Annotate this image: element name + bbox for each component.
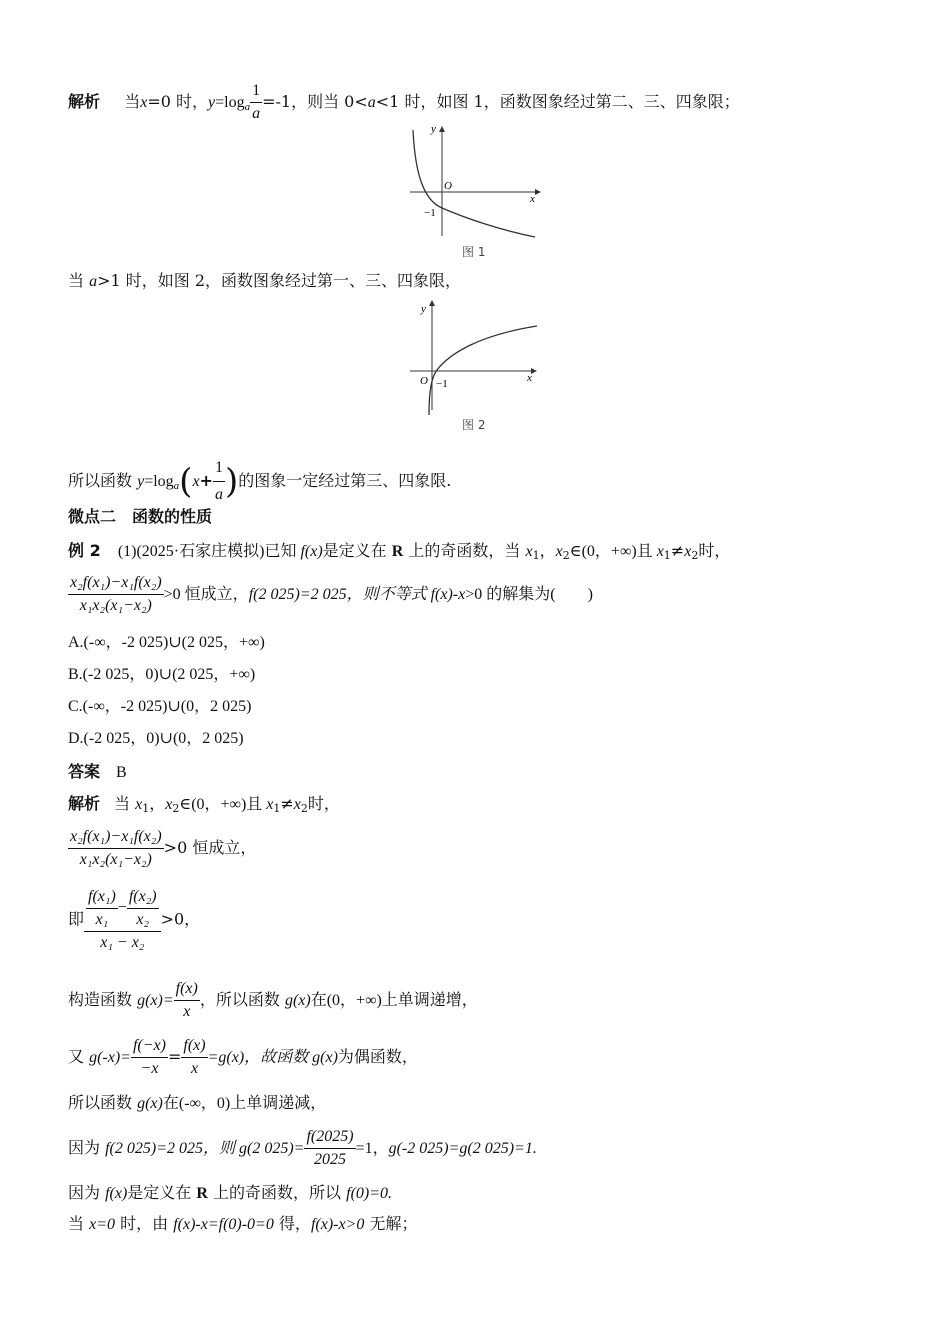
solution-line-8: 因为 f(x)是定义在 R 上的奇函数，所以 f(0)=0.: [68, 1183, 393, 1202]
x-label: x: [530, 193, 535, 205]
solution-line-2: $\frac{\text{x₂f(x₁)−x₁f(x₂)}}{\text{x₁x₂(x₁−x₂)}}$ >0 恒成立，: [68, 826, 256, 871]
analysis-label: 解析: [68, 92, 101, 111]
tick-minus-one: −1: [436, 378, 448, 390]
fraction-1-over-a: $\frac{1}{a}$: [213, 455, 225, 508]
answer-line: 答案 B: [68, 762, 127, 781]
solution-line-6: 所以函数 g(x)在(-∞，0)上单调递减，: [68, 1093, 327, 1112]
paragraph-2: 当 a>1 时，如图 2，函数图象经过第一、三、四象限，: [68, 271, 462, 290]
solution-line-1: 解析 当 $x_1$，$x_2\in(0$，+∞)且 $x_1\ne x_2$时，: [68, 794, 340, 815]
compound-fraction: $\frac{\text{f(x₁)}}{\text{x₁}}$ − $\frac{\text{f(x₂)}}{\text{x₂}}$ x₁ − x₂: [84, 886, 161, 954]
figure-1: [405, 122, 545, 262]
log-curve-decreasing: [413, 130, 535, 237]
x-axis-arrow: [535, 189, 541, 195]
option-a: A.(-∞，-2 025)∪(2 025，+∞): [68, 634, 265, 651]
solution-line-7: 因为 f(2 025)=2 025，则 g(2 025)= $\frac{f(2025)}{2025}$ =1，g(-2 025)=g(2 025)=1.: [68, 1126, 537, 1171]
y-axis-arrow: [429, 300, 435, 306]
solution-line-9: 当 x=0 时，由 f(x)-x=f(0)-0=0 得，f(x)-x>0 无解；: [68, 1214, 418, 1233]
figure-2: [405, 298, 545, 438]
figure-1-graph: [405, 122, 545, 262]
x-axis-arrow: [531, 368, 537, 374]
option-d: D.(-2 025，0)∪(0，2 025): [68, 730, 244, 747]
figure-1-caption: 图 1: [462, 245, 486, 259]
origin-label: O: [420, 375, 428, 387]
y-axis-arrow: [439, 126, 445, 132]
y-label: y: [421, 303, 426, 315]
option-b: B.(-2 025，0)∪(2 025，+∞): [68, 666, 256, 683]
solution-line-5: 又 g(-x)= $\frac{f(-x)}{-x}$ = $\frac{f(x)}{x}$ =g(x)，故函数 g(x)为偶函数，: [68, 1035, 418, 1080]
solution-line-3: 即 $\frac{\text{f(x₁)}}{\text{x₁}}$ − $\frac{\text{f(x₂)}}{\text{x₂}}$ x₁ − x₂ >0，: [68, 886, 200, 954]
figure-2-caption: 图 2: [462, 418, 486, 432]
example-2-line-1: 例 2 (1)(2025·石家庄模拟)已知 f(x)是定义在 R 上的奇函数，当 $x_1$，$x_2\in(0$，+∞)且 $x_1\ne x_2$时，: [68, 541, 731, 562]
tick-minus-one: −1: [424, 207, 436, 219]
paragraph-3: 所以函数 $y=\log_a(x+$ $\frac{1}{a}$ )的图象一定经过第三、四象限.: [68, 455, 451, 508]
y-label: y: [431, 123, 436, 135]
example-2-line-2: $\frac{\text{x₂f(x₁)−x₁f(x₂)}}{\text{x₁x₂(x₁−x₂)}}$ >0 恒成立，f(2 025)=2 025，则不等式 f(x)-x>0 的解集为( ): [68, 572, 593, 617]
inequality-fraction: $\frac{\text{x₂f(x₁)−x₁f(x₂)}}{\text{x₁x₂(x₁−x₂)}}$: [68, 572, 164, 617]
analysis-line-1: 解析 当x=0 时，$y=\log_a$ $\frac{1}{a}$ =-1，则当 0<a<1 时，如图 1，函数图象经过第二、三、四象限；: [68, 80, 740, 125]
origin-label: O: [444, 180, 452, 192]
solution-line-4: 构造函数 g(x)= $\frac{f(x)}{x}$ ，所以函数 g(x)在(0，+∞)上单调递增，: [68, 978, 478, 1023]
option-c: C.(-∞，-2 025)∪(0，2 025): [68, 698, 252, 715]
section-heading: 微点二 函数的性质: [68, 507, 213, 526]
fraction-1-over-a: $\frac{1}{a}$: [250, 80, 262, 125]
x-label: x: [527, 372, 532, 384]
